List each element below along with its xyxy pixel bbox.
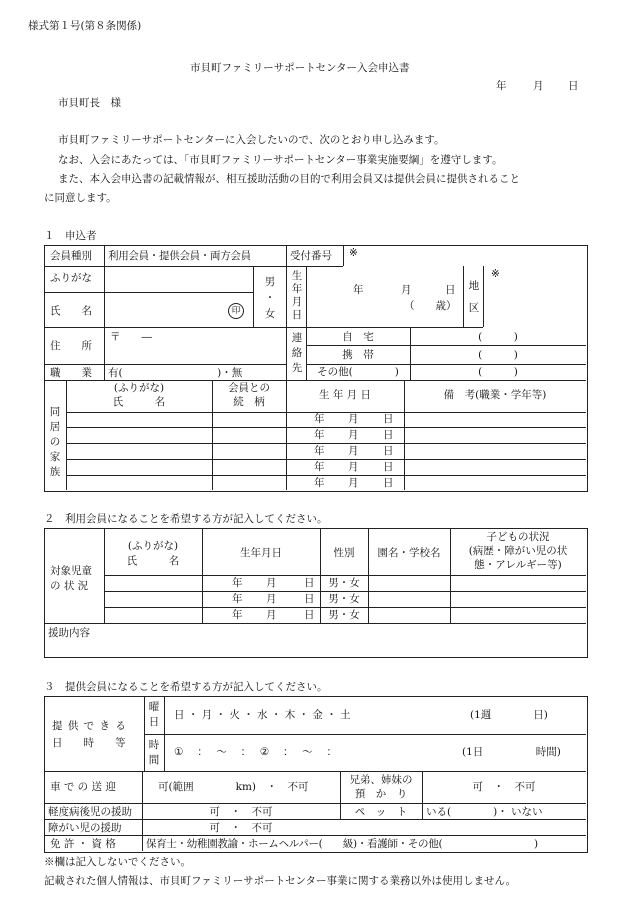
birth-label-1: 生 xyxy=(291,270,303,282)
child-head-name: 氏 名 xyxy=(126,555,180,567)
family-head-note: 備 考(職業・学年等) xyxy=(443,389,547,401)
contact-other-label: その他( ) xyxy=(317,366,399,378)
date-year: 年 xyxy=(496,80,507,92)
birth-age: （ 歳） xyxy=(404,300,457,312)
birth-label-2: 年 xyxy=(291,283,303,295)
district-label-1: 地 xyxy=(468,280,480,292)
days-per-week[interactable]: (1週 日) xyxy=(470,709,548,721)
time-slots[interactable]: ① ： ～ ： ② ： ～ ： xyxy=(174,746,337,758)
sibling-care-value[interactable]: 可 ・ 不可 xyxy=(472,781,536,793)
intro-line-3b: に同意します。 xyxy=(44,192,117,204)
birth-month: 月 xyxy=(401,284,412,296)
section2-heading: ２ 利用会員になることを希望する方が記入してください。 xyxy=(44,513,328,525)
child-head-school: 園名・学校名 xyxy=(377,547,441,559)
available-label-1: 提 供 で き る xyxy=(52,720,127,732)
disabled-child-label: 障がい児の援助 xyxy=(48,822,122,834)
member-type-label: 会員種別 xyxy=(50,250,92,262)
family-label-5: 族 xyxy=(49,466,61,478)
family-head-furigana: (ふりがな) xyxy=(113,382,165,394)
child-sex[interactable]: 男・女 xyxy=(328,593,360,605)
intro-line-2: なお、入会にあたっては、「市貝町ファミリーサポートセンター事業実施要綱」を遵守します。 xyxy=(58,154,503,166)
target-label-2: の 状 況 xyxy=(50,580,89,592)
footer-note-2: 記載された個人情報は、市貝町ファミリーサポートセンター事業に関する業務以外は使用しません。 xyxy=(44,875,517,887)
addressee: 市貝町長 様 xyxy=(58,97,121,109)
sibling-care-label-2: 預 か り xyxy=(354,788,408,800)
family-label-2: 居 xyxy=(49,421,61,433)
intro-line-3a: また、本入会申込書の記載情報が、相互援助活動の目的で利用会員又は提供会員に提供されること xyxy=(58,173,520,185)
birth-label-3: 月 xyxy=(291,296,303,308)
license-label: 免 許 ・ 資 格 xyxy=(50,838,116,850)
form-number: 様式第１号(第８条関係) xyxy=(28,20,142,32)
car-transport-label: 車 で の 送 迎 xyxy=(50,781,116,793)
child-sex[interactable]: 男・女 xyxy=(328,609,360,621)
birth-label-4: 日 xyxy=(291,309,303,321)
family-label-1: 同 xyxy=(49,406,61,418)
sex-female[interactable]: 女 xyxy=(264,308,276,320)
disabled-child-value[interactable]: 可 ・ 不可 xyxy=(209,822,273,834)
family-head-name: 氏 名 xyxy=(112,396,166,408)
available-label-2: 日 時 等 xyxy=(52,737,126,749)
member-type-value[interactable]: 利用会員・提供会員・両方会員 xyxy=(108,250,251,262)
jikan-label-2: 間 xyxy=(148,754,160,766)
family-label-4: 家 xyxy=(49,451,61,463)
birth-day: 日 xyxy=(445,284,456,296)
child-head-birth: 生年月日 xyxy=(240,547,282,559)
sex-dot: ・ xyxy=(264,292,276,304)
weekday-options[interactable]: 日 ・ 月 ・ 火 ・ 水 ・ 木 ・ 金 ・ 土 xyxy=(174,709,351,721)
seal-mark: 印 xyxy=(228,303,244,319)
reception-kome: ※ xyxy=(349,247,358,259)
section1-heading: １ 申込者 xyxy=(44,230,97,242)
contact-label-2: 絡 xyxy=(291,347,303,359)
child-head-furigana: (ふりがな) xyxy=(127,540,179,552)
address-label: 住 所 xyxy=(50,340,92,352)
child-head-condition-3: 態・アレルギー等) xyxy=(474,559,562,571)
family-head-relation-1: 会員との xyxy=(228,382,270,394)
sibling-care-label-1: 兄弟、姉妹の xyxy=(349,774,413,786)
job-value[interactable]: 有( )・無 xyxy=(108,367,243,379)
youbi-label-2: 日 xyxy=(148,716,160,728)
contact-other-value[interactable]: ( ) xyxy=(478,366,518,378)
intro-line-1: 市貝町ファミリーサポートセンターに入会したいので、次のとおり申し込みます。 xyxy=(58,134,445,146)
contact-mobile-value[interactable]: ( ) xyxy=(478,349,518,361)
reception-label: 受付番号 xyxy=(290,250,332,262)
name-label: 氏 名 xyxy=(50,305,92,317)
jikan-label-1: 時 xyxy=(148,739,160,751)
sick-child-label: 軽度病後児の援助 xyxy=(48,806,132,818)
license-value[interactable]: 保育士・幼稚園教諭・ホームヘルパー( 級)・看護師・その他( ) xyxy=(146,838,538,850)
district-label-2: 区 xyxy=(468,302,480,314)
district-kome: ※ xyxy=(491,268,500,280)
child-head-condition-1: 子どもの状況 xyxy=(486,531,550,543)
child-head-sex: 性別 xyxy=(333,547,355,559)
date-month: 月 xyxy=(533,80,544,92)
contact-home-value[interactable]: ( ) xyxy=(478,331,518,343)
contact-mobile-label: 携 帯 xyxy=(342,349,374,361)
section3-heading: ３ 提供会員になることを希望する方が記入してください。 xyxy=(44,681,328,693)
hours-per-day[interactable]: (1日 時間) xyxy=(462,746,561,758)
child-head-condition-2: (病歴・障がい児の状 xyxy=(468,545,568,557)
family-head-relation-2: 続 柄 xyxy=(233,396,265,408)
date-day: 日 xyxy=(568,80,579,92)
car-transport-value[interactable]: 可(範囲 km) ・ 不可 xyxy=(158,781,309,793)
target-label-1: 対象児童 xyxy=(50,565,92,577)
child-sex[interactable]: 男・女 xyxy=(328,577,360,589)
contact-home-label: 自 宅 xyxy=(342,331,374,343)
sex-male[interactable]: 男 xyxy=(264,276,276,288)
pet-value[interactable]: いる( )・ いない xyxy=(426,806,543,818)
sick-child-value[interactable]: 可 ・ 不可 xyxy=(209,806,273,818)
footer-note-1: ※欄は記入しないでください。 xyxy=(44,856,191,868)
furigana-label: ふりがな xyxy=(50,272,92,284)
postal-mark[interactable]: 〒 ― xyxy=(110,331,152,343)
job-label: 職 業 xyxy=(50,367,92,379)
form-title: 市貝町ファミリーサポートセンター入会申込書 xyxy=(190,62,410,74)
contact-label-3: 先 xyxy=(291,362,303,374)
youbi-label-1: 曜 xyxy=(148,701,160,713)
pet-label: ペ ッ ト xyxy=(354,806,408,818)
support-content-label: 援助内容 xyxy=(48,627,90,639)
contact-label-1: 連 xyxy=(291,332,303,344)
birth-year: 年 xyxy=(353,284,364,296)
family-label-3: の xyxy=(49,436,61,448)
family-head-birth: 生 年 月 日 xyxy=(318,389,371,401)
